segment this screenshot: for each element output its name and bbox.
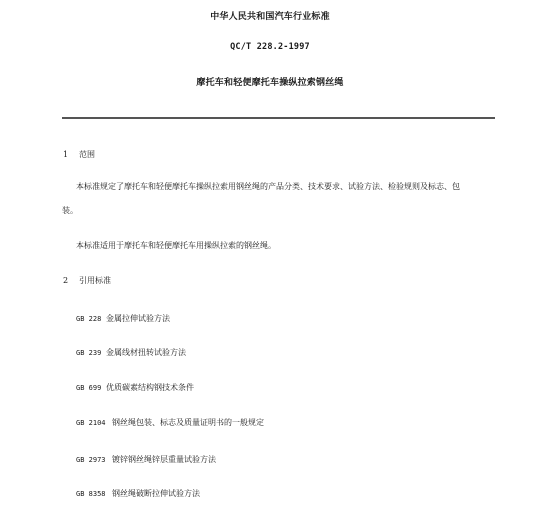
reference-code: GB 2973 bbox=[76, 456, 106, 464]
section-references-heading bbox=[63, 276, 111, 286]
reference-code: GB 228 bbox=[76, 315, 102, 323]
reference-code: GB 8358 bbox=[76, 490, 106, 498]
scope-paragraph-line2: 装。 bbox=[62, 206, 78, 215]
standard-code: QC/T 228.2-1997 bbox=[230, 42, 310, 52]
issuing-organization: 中华人民共和国汽车行业标准 bbox=[210, 12, 330, 22]
reference-code: GB 699 bbox=[76, 384, 102, 392]
reference-code: GB 239 bbox=[76, 349, 102, 357]
reference-item bbox=[76, 489, 200, 499]
header-divider bbox=[62, 117, 495, 119]
scope-applicability-paragraph: 本标准适用于摩托车和轻便摩托车用操纵拉索的钢丝绳。 bbox=[76, 241, 276, 250]
reference-item bbox=[76, 383, 194, 393]
section-number: 1 bbox=[63, 150, 69, 159]
reference-title: 镀锌钢丝绳锌层重量试验方法 bbox=[112, 455, 216, 464]
section-heading-text: 引用标准 bbox=[79, 276, 111, 285]
reference-title: 金属线材扭转试验方法 bbox=[106, 348, 186, 357]
section-scope-heading bbox=[63, 150, 95, 160]
reference-title: 金属拉伸试验方法 bbox=[106, 314, 170, 323]
reference-item bbox=[76, 455, 216, 465]
section-heading-text: 范围 bbox=[79, 150, 95, 159]
reference-item bbox=[76, 314, 170, 324]
reference-title: 优质碳素结构钢技术条件 bbox=[106, 383, 194, 392]
section-number: 2 bbox=[63, 276, 69, 285]
scope-paragraph-line1: 本标准规定了摩托车和轻便摩托车操纵拉索用钢丝绳的产品分类、技术要求、试验方法、检验规则及标志、包 bbox=[76, 182, 460, 191]
reference-item bbox=[76, 418, 264, 428]
document-title: 摩托车和轻便摩托车操纵拉索钢丝绳 bbox=[196, 78, 344, 88]
reference-title: 钢丝绳包装、标志及质量证明书的一般规定 bbox=[112, 418, 264, 427]
reference-title: 钢丝绳破断拉伸试验方法 bbox=[112, 489, 200, 498]
reference-item bbox=[76, 348, 186, 358]
reference-code: GB 2104 bbox=[76, 419, 106, 427]
